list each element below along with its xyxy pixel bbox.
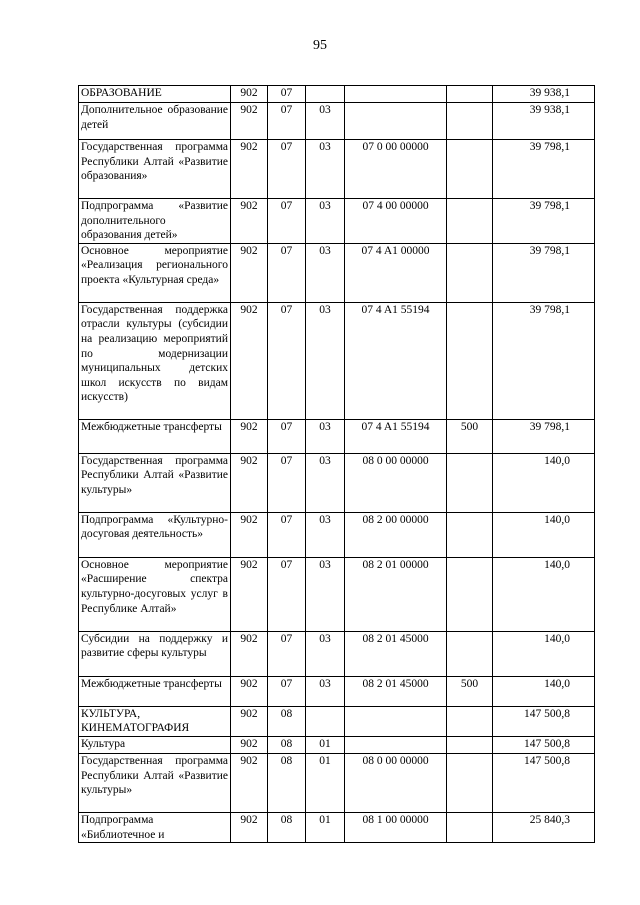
cell-name: Государственная программа Республики Алтай «Развитие культуры» (79, 453, 231, 512)
cell-vr: 500 (447, 419, 493, 453)
cell-ved: 902 (231, 812, 268, 842)
cell-vr (447, 103, 493, 140)
cell-pr: 03 (306, 631, 345, 676)
cell-name: КУЛЬТУРА, КИНЕМАТОГРАФИЯ (79, 706, 231, 736)
cell-sum: 140,0 (493, 557, 595, 631)
cell-csr: 07 4 A1 00000 (345, 243, 447, 302)
cell-sum: 147 500,8 (493, 753, 595, 812)
cell-name: Межбюджетные трансферты (79, 419, 231, 453)
cell-sum: 39 798,1 (493, 419, 595, 453)
cell-vr (447, 199, 493, 244)
cell-rz: 07 (268, 676, 306, 706)
cell-ved: 902 (231, 86, 268, 103)
cell-csr: 08 2 01 45000 (345, 631, 447, 676)
table-row (79, 302, 595, 419)
cell-pr: 01 (306, 812, 345, 842)
table-row (79, 140, 595, 199)
table-row (79, 103, 595, 140)
cell-rz: 08 (268, 706, 306, 736)
cell-sum: 39 798,1 (493, 302, 595, 419)
cell-csr: 08 0 00 00000 (345, 753, 447, 812)
table-row (79, 676, 595, 706)
cell-ved: 902 (231, 419, 268, 453)
cell-vr (447, 86, 493, 103)
cell-rz: 07 (268, 631, 306, 676)
cell-name: Государственная программа Республики Алтай «Развитие образования» (79, 140, 231, 199)
cell-csr: 07 4 A1 55194 (345, 419, 447, 453)
cell-ved: 902 (231, 736, 268, 753)
cell-vr (447, 812, 493, 842)
cell-csr: 08 1 00 00000 (345, 812, 447, 842)
cell-sum: 140,0 (493, 453, 595, 512)
page-number: 95 (313, 38, 327, 53)
cell-ved: 902 (231, 243, 268, 302)
cell-name: Государственная поддержка отрасли культуры (субсидии на реализацию мероприятий по модернизации муниципальных детских школ искусств по видам искусств) (79, 302, 231, 419)
table-row (79, 199, 595, 244)
cell-pr: 03 (306, 676, 345, 706)
cell-pr: 03 (306, 243, 345, 302)
cell-rz: 07 (268, 243, 306, 302)
cell-rz: 07 (268, 512, 306, 557)
cell-ved: 902 (231, 706, 268, 736)
cell-pr: 03 (306, 453, 345, 512)
cell-sum: 140,0 (493, 676, 595, 706)
table-row (79, 706, 595, 736)
cell-pr: 03 (306, 419, 345, 453)
table-row (79, 86, 595, 103)
cell-rz: 07 (268, 419, 306, 453)
cell-vr (447, 557, 493, 631)
cell-vr (447, 243, 493, 302)
cell-ved: 902 (231, 302, 268, 419)
cell-csr: 08 2 01 45000 (345, 676, 447, 706)
cell-name: Подпрограмма «Развитие дополнительного образования детей» (79, 199, 231, 244)
cell-pr (306, 86, 345, 103)
cell-sum: 39 798,1 (493, 199, 595, 244)
table-row (79, 512, 595, 557)
cell-sum: 147 500,8 (493, 736, 595, 753)
cell-sum: 39 798,1 (493, 243, 595, 302)
cell-name: Дополнительное образование детей (79, 103, 231, 140)
cell-rz: 08 (268, 812, 306, 842)
cell-vr (447, 631, 493, 676)
cell-pr: 03 (306, 557, 345, 631)
cell-name: Субсидии на поддержку и развитие сферы культуры (79, 631, 231, 676)
cell-pr: 03 (306, 512, 345, 557)
cell-name: Культура (79, 736, 231, 753)
cell-csr: 08 2 00 00000 (345, 512, 447, 557)
cell-ved: 902 (231, 199, 268, 244)
cell-name: Государственная программа Республики Алтай «Развитие культуры» (79, 753, 231, 812)
table-row (79, 453, 595, 512)
cell-pr: 03 (306, 103, 345, 140)
cell-csr (345, 86, 447, 103)
cell-pr: 03 (306, 199, 345, 244)
cell-csr (345, 706, 447, 736)
table-row (79, 736, 595, 753)
cell-rz: 07 (268, 86, 306, 103)
cell-name: Подпрограмма «Библиотечное и (79, 812, 231, 842)
cell-csr: 07 4 A1 55194 (345, 302, 447, 419)
table-row (79, 243, 595, 302)
table-row (79, 753, 595, 812)
cell-rz: 07 (268, 199, 306, 244)
cell-sum: 25 840,3 (493, 812, 595, 842)
cell-name: Подпрограмма «Культурно-досуговая деятельность» (79, 512, 231, 557)
cell-vr (447, 140, 493, 199)
cell-rz: 08 (268, 753, 306, 812)
cell-vr (447, 453, 493, 512)
cell-ved: 902 (231, 140, 268, 199)
cell-name: Межбюджетные трансферты (79, 676, 231, 706)
cell-vr: 500 (447, 676, 493, 706)
cell-csr (345, 736, 447, 753)
cell-pr (306, 706, 345, 736)
table-body (79, 86, 595, 843)
cell-csr: 07 0 00 00000 (345, 140, 447, 199)
cell-rz: 07 (268, 140, 306, 199)
cell-ved: 902 (231, 557, 268, 631)
cell-csr (345, 103, 447, 140)
cell-sum: 39 938,1 (493, 86, 595, 103)
cell-sum: 147 500,8 (493, 706, 595, 736)
cell-sum: 140,0 (493, 512, 595, 557)
cell-sum: 39 938,1 (493, 103, 595, 140)
cell-pr: 01 (306, 736, 345, 753)
cell-csr: 08 0 00 00000 (345, 453, 447, 512)
cell-ved: 902 (231, 676, 268, 706)
cell-rz: 08 (268, 736, 306, 753)
cell-vr (447, 706, 493, 736)
cell-rz: 07 (268, 302, 306, 419)
cell-ved: 902 (231, 512, 268, 557)
cell-sum: 39 798,1 (493, 140, 595, 199)
cell-name: Основное мероприятие «Расширение спектра культурно-досуговых услуг в Республике Алтай» (79, 557, 231, 631)
cell-rz: 07 (268, 557, 306, 631)
cell-ved: 902 (231, 631, 268, 676)
cell-pr: 03 (306, 140, 345, 199)
cell-ved: 902 (231, 753, 268, 812)
cell-vr (447, 302, 493, 419)
cell-name: Основное мероприятие «Реализация регионального проекта «Культурная среда» (79, 243, 231, 302)
cell-ved: 902 (231, 453, 268, 512)
table-row (79, 557, 595, 631)
cell-name: ОБРАЗОВАНИЕ (79, 86, 231, 103)
cell-pr: 01 (306, 753, 345, 812)
budget-table (78, 85, 595, 843)
cell-pr: 03 (306, 302, 345, 419)
table-row (79, 812, 595, 842)
cell-rz: 07 (268, 453, 306, 512)
cell-vr (447, 736, 493, 753)
cell-vr (447, 512, 493, 557)
cell-ved: 902 (231, 103, 268, 140)
table-row (79, 419, 595, 453)
cell-csr: 07 4 00 00000 (345, 199, 447, 244)
table-row (79, 631, 595, 676)
cell-vr (447, 753, 493, 812)
cell-rz: 07 (268, 103, 306, 140)
cell-sum: 140,0 (493, 631, 595, 676)
cell-csr: 08 2 01 00000 (345, 557, 447, 631)
